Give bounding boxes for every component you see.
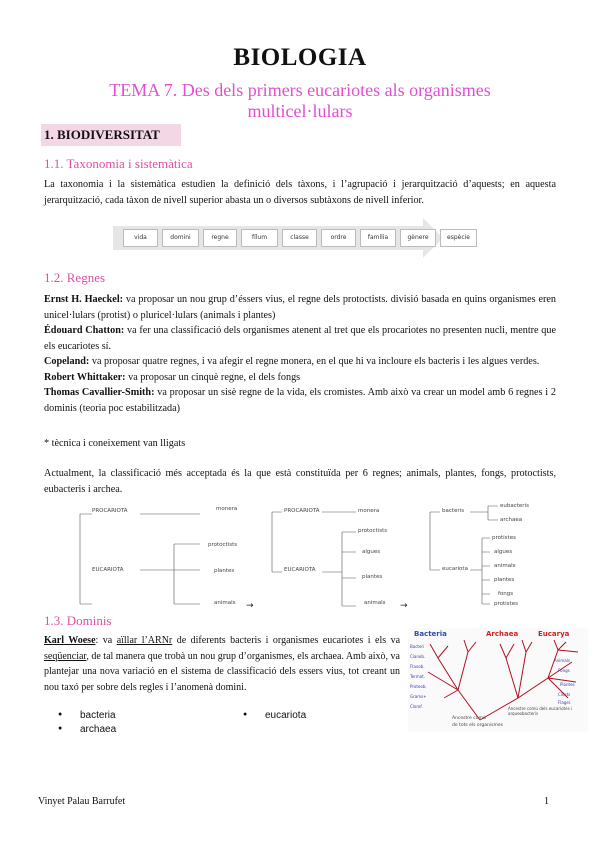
tree3-leaf: algues	[494, 549, 513, 555]
tree2-eucariota: EUCARIOTA	[284, 567, 316, 573]
tree2-leaf: protoctists	[358, 528, 388, 534]
kingdom-entry	[44, 385, 556, 416]
entry-text: va proposar un cinquè regne, el dels fongs	[125, 371, 301, 383]
tree3-leaf: animals	[494, 563, 516, 569]
subsection-1-2-heading: 1.2. Regnes	[44, 270, 106, 285]
kingdom-entry	[44, 292, 556, 323]
rank-8: espècie	[440, 229, 477, 247]
figure-label-archaea: Archaea	[486, 630, 519, 638]
tree2-leaf: plantes	[362, 574, 383, 580]
svg-text:Bacteri: Bacteri	[410, 644, 425, 649]
page-title: BIOLOGIA	[233, 44, 367, 71]
tree1-eucariota: EUCARIOTA	[92, 567, 124, 573]
bullet-bacteria: ● bacteria	[80, 710, 116, 721]
tree3-mid: bacteris	[442, 508, 465, 514]
figure-label-bacteria: Bacteria	[414, 630, 447, 638]
tree3-leaf: protistes	[492, 535, 516, 541]
entry-author: Robert Whittaker:	[44, 371, 126, 383]
tree2-procariota: PROCARIOTA	[284, 508, 320, 514]
figure-label-ancestor-eukarya-archaea: Ancestre comú dels eucariotes i arqueobacteris	[508, 706, 573, 716]
entry-author: Copeland:	[44, 356, 90, 367]
subsection-1-3-heading: 1.3. Dominis	[44, 613, 112, 628]
tree1-leaf: animals	[214, 600, 236, 606]
tree3-mid: eucariota	[442, 566, 468, 572]
text-fragment: , de tal manera que trobà un nou grup d’organismes, els archaea. Amb això, va plantejar una nova variació en el sistema de classificació dels essers vius, tot creant un nou taxó per sobre dels regles i l’anomenà domini.	[44, 650, 400, 693]
svg-text:→: →	[246, 601, 254, 611]
entry-text: va proposar quatre regnes, i va afegir el regne monera, en el que hi va incloure els bacteris i les algues verdes.	[89, 356, 540, 367]
footer-author: Vinyet Palau Barrufet	[38, 796, 126, 807]
bullet-eucariota: ● eucariota	[265, 710, 306, 721]
rank-6: família	[360, 229, 396, 247]
page-number: 1	[544, 796, 549, 807]
text-fragment: : va	[95, 635, 117, 646]
six-kingdoms-paragraph: Actualment, la classificació més acceptada és la que està constituïda per 6 regnes; animals, plantes, fongs, protoctists, eubacteris i archea.	[44, 468, 556, 495]
entry-text: va fer una classificació dels organismes atenent al tret que els procariotes no presenten nucli, mentre que els eucariotes sí.	[44, 325, 557, 352]
kingdom-entry	[44, 354, 556, 370]
phylogenetic-tree-figure	[408, 628, 588, 732]
domains-paragraph	[44, 633, 400, 695]
rank-7: gènere	[400, 229, 436, 247]
rank-2: regne	[203, 229, 237, 247]
entry-text: va proposar un nou grup d’éssers vius, el regne dels protoctists. divisió basada en quins organismes eren unicel·lulars (protist) o pluricel·lulars (animals i plantes)	[44, 294, 556, 321]
entry-author: Édouard Chatton:	[44, 325, 125, 336]
underlined-term: aïllar l’ARNr	[116, 635, 173, 646]
tree3-leaf: plantes	[494, 577, 515, 583]
woese-name: Karl Woese	[44, 635, 96, 646]
tree2-leaf: algues	[362, 549, 381, 555]
rank-1: domini	[162, 229, 199, 247]
taxonomy-paragraph: La taxonomia i la sistemàtica estudien la definició dels tàxons, i l’agrupació i jerarquització d’aquests; en aquesta jerarquització, cada tàxon de nivell superior abasta un o diversos subtàxons de nivell inferior.	[44, 179, 556, 206]
kingdom-entry	[44, 323, 556, 354]
svg-text:Fongs: Fongs	[558, 668, 570, 673]
tree2-leaf: animals	[364, 600, 386, 606]
tree3-leaf: archaea	[500, 517, 523, 523]
section-1-heading: 1. BIODIVERSITAT	[44, 127, 160, 142]
entry-author: Ernst H. Haeckel:	[44, 294, 124, 305]
entry-author: Thomas Cavallier-Smith:	[44, 387, 155, 398]
svg-text:Animals: Animals	[554, 658, 570, 663]
tree1-procariota: PROCARIOTA	[92, 508, 128, 514]
svg-text:Clorof.: Clorof.	[410, 704, 423, 709]
svg-text:Grams+: Grams+	[410, 694, 427, 699]
svg-text:Ciliats: Ciliats	[558, 692, 571, 697]
tree3-leaf: protistes	[494, 601, 518, 607]
tree3-leaf: fongs	[498, 591, 514, 597]
svg-text:Flagel.: Flagel.	[558, 700, 572, 705]
svg-text:→: →	[400, 601, 408, 611]
bullet-archaea: ● archaea	[80, 724, 116, 735]
tree3-leaf: eubacteris	[500, 503, 529, 509]
figure-label-eucarya: Eucarya	[538, 630, 570, 638]
kingdoms-entries	[44, 292, 556, 416]
svg-text:Cianob.: Cianob.	[410, 654, 426, 659]
figure-label-all-organisms: de tots els organismes	[452, 723, 503, 728]
text-fragment: de diferents bacteris i organismes eucariotes i els va	[172, 635, 401, 646]
rank-3: fílum	[241, 229, 278, 247]
tree1-leaf: plantes	[214, 568, 235, 574]
svg-text:Termot.: Termot.	[410, 674, 425, 679]
svg-text:Plantes: Plantes	[560, 682, 575, 687]
entry-text: va proposar un sisè regne de la vida, els cromistes. Amb això va crear un model amb 6 regnes i 2 dominis (teoria poc estabilitzada)	[44, 387, 556, 414]
page-subtitle: TEMA 7. Des dels primers eucariotes als organismes multicel·lulars	[109, 80, 491, 121]
svg-text:Proteob.: Proteob.	[410, 684, 427, 689]
subsection-1-1-heading: 1.1. Taxonomia i sistemàtica	[44, 156, 193, 171]
classification-trees	[60, 500, 540, 612]
underlined-term: seqüenciar	[44, 650, 87, 662]
rank-4: classe	[282, 229, 317, 247]
tree1-leaf: monera	[216, 506, 238, 512]
figure-label-common-ancestor: Ancestre comú	[452, 716, 486, 721]
rank-5: ordre	[321, 229, 356, 247]
technique-note: * tècnica i coneixement van lligats	[44, 438, 186, 449]
kingdom-entry	[44, 370, 556, 386]
tree1-leaf: protoctists	[208, 542, 238, 548]
rank-0: vida	[123, 229, 158, 247]
svg-text:Flavob.: Flavob.	[410, 664, 425, 669]
tree2-leaf: monera	[358, 508, 380, 514]
